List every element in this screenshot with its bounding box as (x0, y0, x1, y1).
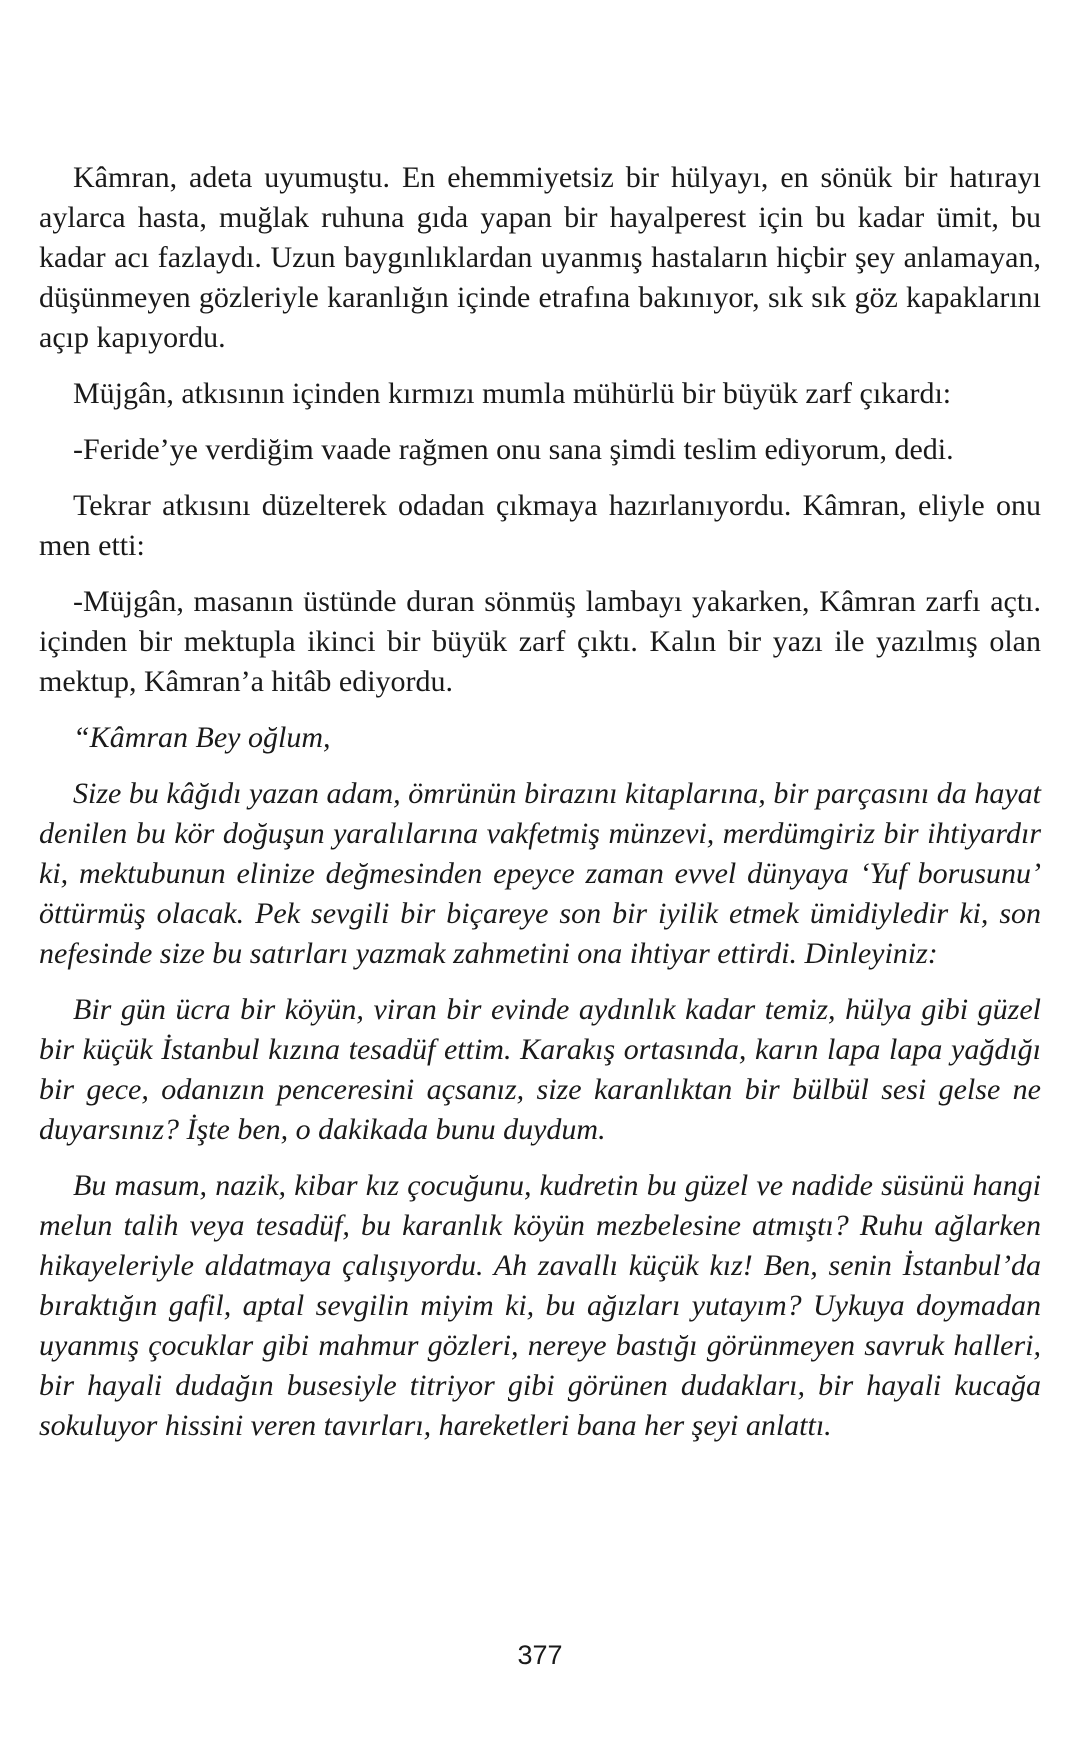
letter-paragraph-1: Size bu kâğıdı yazan adam, ömrünün birazını kitaplarına, bir parçasını da hayat denilen bu kör doğuşun yaralılarına vakfetmiş münzevi, merdümgiriz bir ihtiyardır ki, mektubunun elinize değmesinden epeyce zaman evvel dünyaya ‘Yuf borusunu’ öttürmüş olacak. Pek sevgili bir biçareye son bir iyilik etmek ümidiyledir ki, son nefesinde size bu satırları yazmak zahmetini ona ihtiyar ettirdi. Dinleyiniz: (39, 777, 1041, 970)
paragraph-2: Müjgân, atkısının içinden kırmızı mumla mühürlü bir büyük zarf çıkardı: (73, 377, 952, 410)
paragraph-5: -Müjgân, masanın üstünde duran sönmüş lambayı yakarken, Kâmran zarfı açtı. içinden bir mektupla ikinci bir büyük zarf çıktı. Kalın bir yazı ile yazılmış olan mektup, Kâmran’a hitâb ediyordu. (39, 585, 1041, 698)
paragraph-4: Tekrar atkısını düzelterek odadan çıkmaya hazırlanıyordu. Kâmran, eliyle onu men etti: (39, 489, 1041, 562)
letter-paragraph-2: Bir gün ücra bir köyün, viran bir evinde aydınlık kadar temiz, hülya gibi güzel bir küçük İstanbul kızına tesadüf ettim. Karakış ortasında, karın lapa lapa yağdığı bir gece, odanızın penceresini açsanız, size karanlıktan bir bülbül sesi gelse ne duyarsınız? İşte ben, o dakikada bunu duydum. (39, 993, 1041, 1146)
letter-paragraph-3: Bu masum, nazik, kibar kız çocuğunu, kudretin bu güzel ve nadide süsünü hangi melun talih veya tesadüf, bu karanlık köyün mezbelesine atmıştı? Ruhu ağlarken hikayeleriyle aldatmaya çalışıyordu. Ah zavallı küçük kız! Ben, senin İstanbul’da bıraktığın gafil, aptal sevgilin miyim ki, bu ağızları yutayım? Uykuya doymadan uyanmış çocuklar gibi mahmur gözleri, nereye bastığı görünmeyen savruk halleri, bir hayali dudağın busesiyle titriyor gibi görünen dudakları, bir hayali kucağa sokuluyor hissini veren tavırları, hareketleri bana her şeyi anlattı. (39, 1169, 1041, 1442)
paragraph-3: -Feride’ye verdiğim vaade rağmen onu sana şimdi teslim ediyorum, dedi. (73, 433, 954, 466)
paragraph-1: Kâmran, adeta uyumuştu. En ehemmiyetsiz bir hülyayı, en sönük bir hatırayı aylarca hasta, muğlak ruhuna gıda yapan bir hayalperest için bu kadar ümit, bu kadar acı fazlaydı. Uzun baygınlıklardan uyanmış hastaların hiçbir şey anlamayan, düşünmeyen gözleriyle karanlığın içinde etrafına bakınıyor, sık sık göz kapaklarını açıp kapıyordu. (39, 161, 1041, 354)
letter-salutation: “Kâmran Bey oğlum, (73, 721, 331, 754)
page-body (39, 158, 1041, 1446)
page-number: 377 (517, 1640, 563, 1670)
